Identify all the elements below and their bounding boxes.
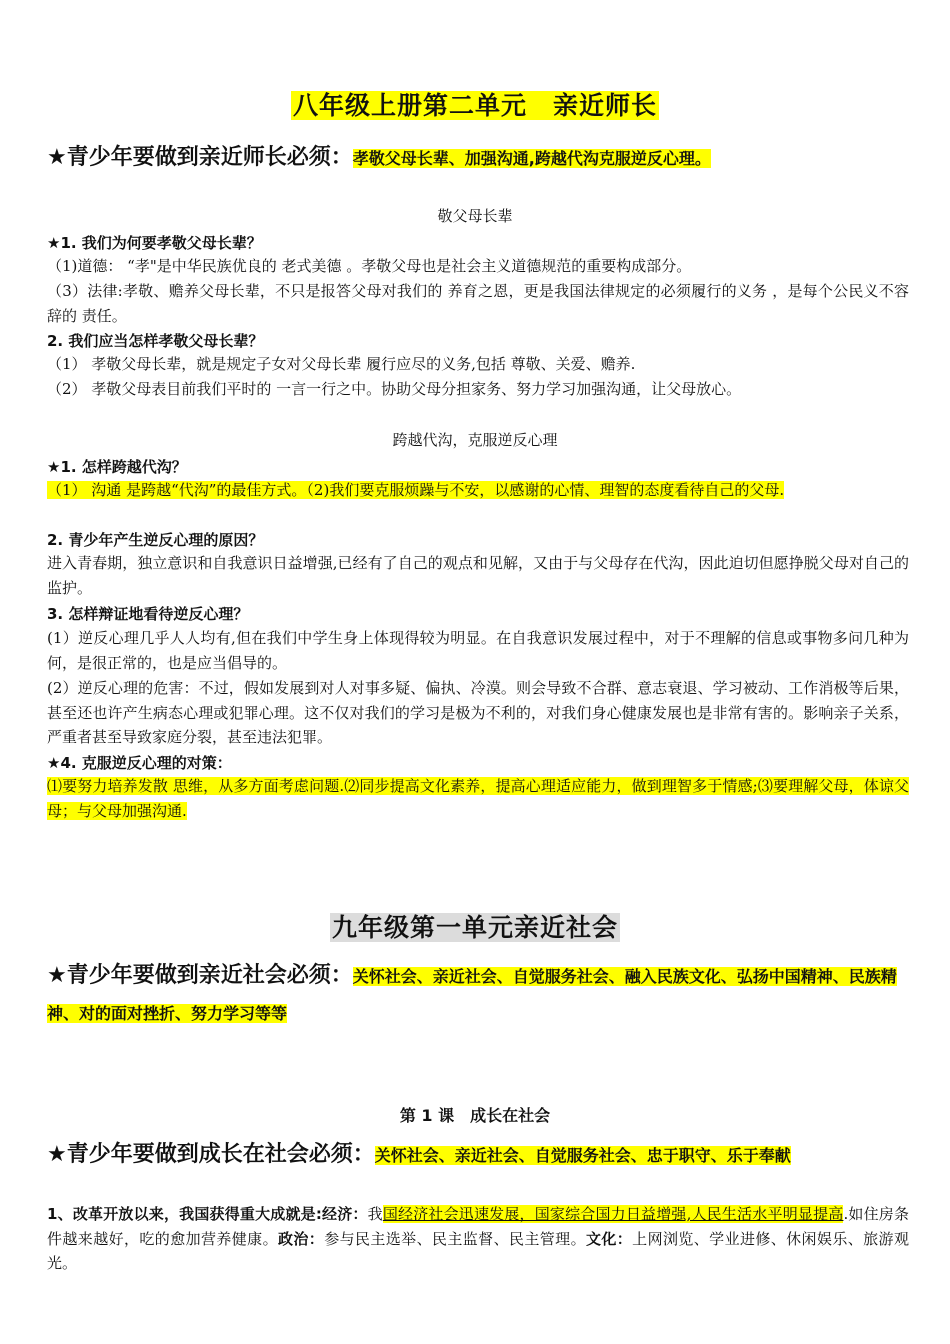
unit8-must-highlight: 孝敬父母长辈、加强沟通,跨越代沟克服逆反心理。 — [352, 149, 711, 168]
unit9-must-highlight: 关怀社会、亲近社会、自觉服务社会、融入民族文化、弘扬中国精神、民族精神、对的面对挫折、努力学习等等 — [47, 967, 897, 1023]
answer-how-respect-1: （1） 孝敬父母长辈，就是规定子女对父母长辈 履行应尽的义务,包括 尊敬、关爱、赡养. — [47, 355, 636, 373]
section-title-respect-parents: 敬父母长辈 — [437, 207, 513, 225]
answer-overcome-rebellion — [47, 774, 909, 823]
question-why-respect: ★1. 我们为何要孝敬父母长辈？ — [47, 234, 262, 252]
question-view-rebellion: 3. 怎样辩证地看待逆反心理？ — [47, 605, 249, 623]
unit8-title-text: 八年级上册第二单元 亲近师长 — [292, 91, 657, 120]
achievements-lead: 1、改革开放以来，我国获得重大成就是:经济： — [47, 1205, 368, 1223]
unit8-must-line — [47, 140, 907, 177]
lesson-must-lead: ★青少年要做到成长在社会必须： — [47, 1142, 375, 1167]
lesson-must-highlight: 关怀社会、亲近社会、自觉服务社会、忠于职守、乐于奉献 — [374, 1146, 791, 1165]
question-how-respect: 2. 我们应当怎样孝敬父母长辈？ — [47, 332, 264, 350]
answer-cross-gap — [47, 478, 909, 503]
achievements-rest: .如住房条件越来越好，吃的愈加营养健康。 — [47, 1205, 909, 1248]
answer-rebellion-cause: 进入青春期，独立意识和自我意识日益增强,已经有了自己的观点和见解，又由于与父母存在代沟，因此迫切但愿挣脱父母对自己的监护。 — [47, 554, 909, 597]
unit9-title — [0, 908, 950, 944]
answer-how-respect-2: （2） 孝敬父母表目前我们平时的 一言一行之中。协助父母分担家务、努力学习加强沟通，让父母放心。 — [47, 380, 742, 398]
answer-why-respect-2: （3）法律:孝敬、赡养父母长辈，不只是报答父母对我们的 养育之恩，更是我国法律规定的必须履行的义务 ，是每个公民义不容辞的 责任。 — [47, 282, 909, 325]
answer-overcome-rebellion-highlight: ⑴要努力培养发散 思维，从多方面考虑问题.⑵同步提高文化素养，提高心理适应能力，做到理智多于情感;⑶要理解父母，体谅父母；与父母加强沟通. — [47, 777, 909, 820]
question-cross-gap: ★1. 怎样跨越代沟？ — [47, 458, 187, 476]
answer-view-rebellion-1: (1）逆反心理几乎人人均有,但在我们中学生身上体现得较为明显。在自我意识发展过程中，对于不理解的信息或事物多问几种为何，是很正常的，也是应当倡导的。 — [47, 629, 909, 672]
achievements-pre: 我 — [367, 1205, 383, 1223]
politics-text: 参与民主选举、民主监督、民主管理。 — [324, 1229, 586, 1248]
unit9-must-line — [47, 958, 907, 1032]
achievements-highlight: 国经济社会迅速发展，国家综合国力日益增强,人民生活水平明显提高 — [382, 1205, 844, 1223]
achievements-paragraph — [47, 1202, 909, 1276]
question-overcome-rebellion: ★4. 克服逆反心理的对策： — [47, 754, 232, 772]
unit9-title-text: 九年级第一单元亲近社会 — [331, 913, 618, 942]
unit8-title — [0, 86, 950, 122]
answer-cross-gap-highlight: （1） 沟通 是跨越“代沟”的最佳方式。（2)我们要克服烦躁与不安，以感谢的心情、理智的态度看待自己的父母. — [47, 481, 785, 499]
answer-view-rebellion-2: (2）逆反心理的危害：不过，假如发展到对人对事多疑、偏执、冷漠。则会导致不合群、意志衰退、学习被动、工作消极等后果，甚至还也许产生病态心理或犯罪心理。这不仅对我们的学习是极为不利的，对我们身心健康发展也是非常有害的。影响亲子关系，严重者甚至导致家庭分裂，甚至违法犯罪。 — [47, 679, 909, 746]
section-title-generation-gap: 跨越代沟，克服逆反心理 — [392, 431, 558, 449]
answer-why-respect-1: （1)道德： “孝"是中华民族优良的 老式美德 。孝敬父母也是社会主义道德规范的重要构成部分。 — [47, 257, 692, 275]
lesson-must-line — [47, 1137, 907, 1174]
lesson-title: 第 1 课 成长在社会 — [399, 1106, 551, 1125]
culture-label: 文化： — [585, 1229, 633, 1248]
question-rebellion-cause: 2. 青少年产生逆反心理的原因？ — [47, 531, 264, 549]
politics-label: 政治： — [277, 1229, 325, 1248]
unit9-must-lead: ★青少年要做到亲近社会必须： — [47, 963, 353, 988]
unit8-must-lead: ★青少年要做到亲近师长必须： — [47, 145, 353, 170]
culture-text: 上网浏览、学业进修、休闲娱乐、旅游观光。 — [47, 1229, 909, 1272]
